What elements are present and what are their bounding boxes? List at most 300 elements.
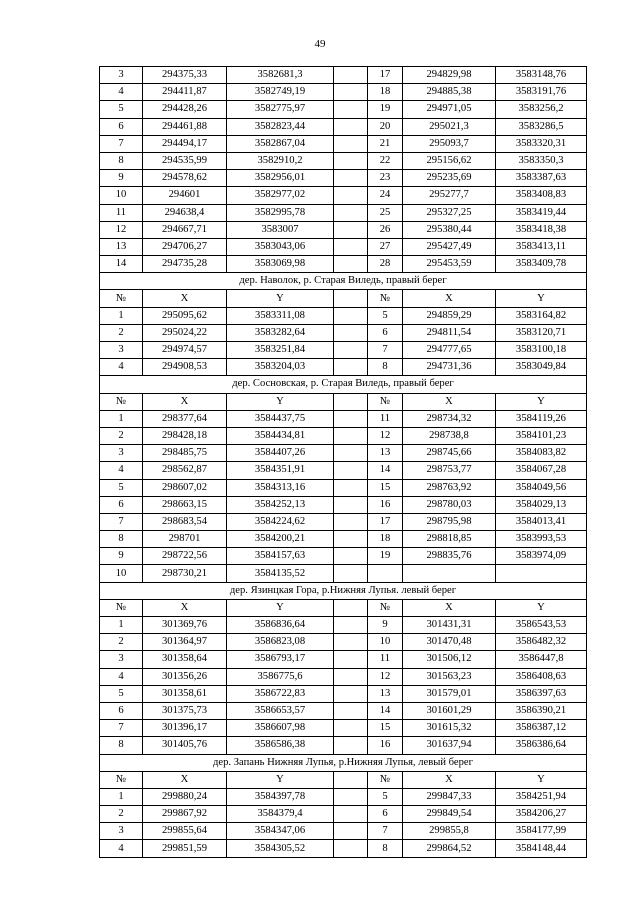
table-cell: 298745,66 <box>403 445 496 462</box>
table-row <box>100 531 587 548</box>
table-cell: 3586408,63 <box>496 668 587 685</box>
table-cell: 3584224,62 <box>227 513 334 530</box>
table-cell: 5 <box>368 307 403 324</box>
table-row <box>100 324 587 341</box>
table-cell <box>334 685 368 702</box>
table-row <box>100 67 587 84</box>
table-cell: 10 <box>100 565 143 582</box>
table-cell: 13 <box>368 685 403 702</box>
table-cell: 14 <box>368 702 403 719</box>
table-cell: 25 <box>368 204 403 221</box>
table-row <box>100 479 587 496</box>
table-cell: 4 <box>100 668 143 685</box>
table-row <box>100 702 587 719</box>
table-cell: 294735,28 <box>143 256 227 273</box>
table-cell: 1 <box>100 617 143 634</box>
table-row <box>100 342 587 359</box>
table-cell: 295024,22 <box>143 324 227 341</box>
table-cell: 16 <box>368 496 403 513</box>
table-row <box>100 187 587 204</box>
table-cell: 6 <box>368 324 403 341</box>
table-cell: 3586653,57 <box>227 702 334 719</box>
table-row <box>100 221 587 238</box>
table-cell <box>334 599 368 616</box>
table-cell: 301375,73 <box>143 702 227 719</box>
table-cell: 298701 <box>143 531 227 548</box>
table-cell <box>334 496 368 513</box>
table-cell: 301637,94 <box>403 737 496 754</box>
table-cell: 3583251,84 <box>227 342 334 359</box>
table-cell: 5 <box>100 685 143 702</box>
table-cell <box>334 531 368 548</box>
table-cell: № <box>368 599 403 616</box>
table-cell: 3584177,99 <box>496 823 587 840</box>
table-cell: Y <box>496 771 587 788</box>
table-cell: Y <box>227 771 334 788</box>
section-title: дер. Запань Нижняя Лупья, р.Нижняя Лупья, левый берег <box>100 754 587 771</box>
table-row <box>100 548 587 565</box>
table-cell <box>334 238 368 255</box>
table-cell: 3584313,16 <box>227 479 334 496</box>
table-cell: 4 <box>100 840 143 857</box>
page-number: 49 <box>314 38 326 50</box>
table-cell: 9 <box>100 170 143 187</box>
table-cell: 3582749,19 <box>227 84 334 101</box>
table-cell: 3 <box>100 651 143 668</box>
table-cell: 3586823,08 <box>227 634 334 651</box>
table-cell: 301579,01 <box>403 685 496 702</box>
table-cell: 3 <box>100 445 143 462</box>
table-cell: 11 <box>368 651 403 668</box>
table-cell: 299867,92 <box>143 806 227 823</box>
table-cell: 13 <box>368 445 403 462</box>
coordinates-table <box>99 66 587 858</box>
table-cell: 3586387,12 <box>496 720 587 737</box>
table-cell: 295235,69 <box>403 170 496 187</box>
table-cell: 299849,54 <box>403 806 496 823</box>
table-cell: 17 <box>368 513 403 530</box>
table-cell: 294908,53 <box>143 359 227 376</box>
table-cell: 294601 <box>143 187 227 204</box>
table-cell <box>334 840 368 857</box>
table-header-row <box>100 393 587 410</box>
table-cell: 3586390,21 <box>496 702 587 719</box>
table-cell: 299880,24 <box>143 788 227 805</box>
table-cell: 3583993,53 <box>496 531 587 548</box>
table-row <box>100 118 587 135</box>
table-cell: 15 <box>368 479 403 496</box>
table-row <box>100 806 587 823</box>
table-cell: 295453,59 <box>403 256 496 273</box>
table-cell: 299851,59 <box>143 840 227 857</box>
table-cell: № <box>100 599 143 616</box>
table-cell: 3584252,13 <box>227 496 334 513</box>
table-cell: X <box>403 599 496 616</box>
table-cell: 6 <box>100 702 143 719</box>
table-cell: 3583282,64 <box>227 324 334 341</box>
table-cell: 301506,12 <box>403 651 496 668</box>
table-cell: X <box>403 290 496 307</box>
table-header-row <box>100 771 587 788</box>
table-cell: 7 <box>368 823 403 840</box>
table-cell: 7 <box>100 135 143 152</box>
table-cell: 3583069,98 <box>227 256 334 273</box>
table-cell: 298562,87 <box>143 462 227 479</box>
table-cell: 294829,98 <box>403 67 496 84</box>
table-cell: 298753,77 <box>403 462 496 479</box>
table-cell: 15 <box>368 720 403 737</box>
table-cell <box>334 720 368 737</box>
table-cell: 2 <box>100 806 143 823</box>
table-cell: 13 <box>100 238 143 255</box>
table-cell: 9 <box>100 548 143 565</box>
table-cell: 294428,26 <box>143 101 227 118</box>
table-cell: 3583286,5 <box>496 118 587 135</box>
table-cell <box>334 513 368 530</box>
table-cell <box>334 668 368 685</box>
table-cell: 4 <box>100 84 143 101</box>
table-cell: 295427,49 <box>403 238 496 255</box>
table-cell: 3586722,83 <box>227 685 334 702</box>
table-cell: 299855,64 <box>143 823 227 840</box>
table-cell: 19 <box>368 548 403 565</box>
table-cell: 3583148,76 <box>496 67 587 84</box>
section-title-row <box>100 754 587 771</box>
table-cell <box>334 427 368 444</box>
table-cell: 298795,98 <box>403 513 496 530</box>
table-cell <box>334 788 368 805</box>
table-cell: 3584157,63 <box>227 548 334 565</box>
table-cell: 3 <box>100 823 143 840</box>
table-cell: 22 <box>368 152 403 169</box>
table-cell: 3582977,02 <box>227 187 334 204</box>
table-cell: 295156,62 <box>403 152 496 169</box>
table-cell: 21 <box>368 135 403 152</box>
table-cell: 301563,23 <box>403 668 496 685</box>
table-cell: 3584397,78 <box>227 788 334 805</box>
table-cell: 3584148,44 <box>496 840 587 857</box>
table-cell: 3584013,41 <box>496 513 587 530</box>
section-title-row <box>100 273 587 290</box>
table-cell: 3586775,6 <box>227 668 334 685</box>
table-cell: 3586607,98 <box>227 720 334 737</box>
table-cell: 3583408,83 <box>496 187 587 204</box>
table-cell <box>334 170 368 187</box>
table-cell <box>334 67 368 84</box>
table-cell: 298730,21 <box>143 565 227 582</box>
table-cell: 20 <box>368 118 403 135</box>
table-cell: 294885,38 <box>403 84 496 101</box>
table-cell: 298818,85 <box>403 531 496 548</box>
section-title: дер. Сосновская, р. Старая Виледь, правый берег <box>100 376 587 393</box>
table-cell <box>334 410 368 427</box>
table-cell: 8 <box>100 737 143 754</box>
table-cell: 301358,64 <box>143 651 227 668</box>
table-cell: 6 <box>368 806 403 823</box>
table-cell: 295095,62 <box>143 307 227 324</box>
table-cell: № <box>368 393 403 410</box>
table-cell: Y <box>496 290 587 307</box>
table-cell: 3582956,01 <box>227 170 334 187</box>
table-cell: 3582995,78 <box>227 204 334 221</box>
table-cell: 3586543,53 <box>496 617 587 634</box>
table-cell: 3584407,26 <box>227 445 334 462</box>
table-cell: 27 <box>368 238 403 255</box>
table-row <box>100 634 587 651</box>
table-row <box>100 307 587 324</box>
table-row <box>100 445 587 462</box>
table-cell: 3586836,64 <box>227 617 334 634</box>
table-cell: 301358,61 <box>143 685 227 702</box>
table-cell: 301431,31 <box>403 617 496 634</box>
table-cell: Y <box>496 393 587 410</box>
table-cell <box>496 565 587 582</box>
table-row <box>100 496 587 513</box>
table-cell: 295093,7 <box>403 135 496 152</box>
table-cell: 301470,48 <box>403 634 496 651</box>
table-cell: 3582775,97 <box>227 101 334 118</box>
table-row <box>100 840 587 857</box>
table-cell: 298683,54 <box>143 513 227 530</box>
table-cell: 3583387,63 <box>496 170 587 187</box>
table-cell: 3582867,04 <box>227 135 334 152</box>
table-cell <box>334 393 368 410</box>
table-cell: 11 <box>368 410 403 427</box>
table-cell <box>334 221 368 238</box>
table-cell: 294667,71 <box>143 221 227 238</box>
table-cell: X <box>143 393 227 410</box>
table-cell: 3 <box>100 67 143 84</box>
table-cell: 12 <box>368 427 403 444</box>
table-cell: 5 <box>100 101 143 118</box>
table-cell: 3584135,52 <box>227 565 334 582</box>
table-header-row <box>100 290 587 307</box>
table-cell: Y <box>227 290 334 307</box>
table-cell: 3 <box>100 342 143 359</box>
table-cell: 1 <box>100 307 143 324</box>
table-cell: 298663,15 <box>143 496 227 513</box>
table-cell: 24 <box>368 187 403 204</box>
table-cell: 3586386,64 <box>496 737 587 754</box>
table-cell <box>334 617 368 634</box>
table-cell <box>334 342 368 359</box>
table-cell: 3584251,94 <box>496 788 587 805</box>
table-cell <box>334 823 368 840</box>
table-cell: 3584067,28 <box>496 462 587 479</box>
table-cell: 3583418,38 <box>496 221 587 238</box>
table-cell: 3584351,91 <box>227 462 334 479</box>
table-cell: 3586793,17 <box>227 651 334 668</box>
table-row <box>100 737 587 754</box>
table-cell: 11 <box>100 204 143 221</box>
table-cell: 298607,02 <box>143 479 227 496</box>
table-cell: 301369,76 <box>143 617 227 634</box>
table-cell: 3583409,78 <box>496 256 587 273</box>
table-cell: 298780,03 <box>403 496 496 513</box>
table-cell: 3584029,13 <box>496 496 587 513</box>
table-row <box>100 651 587 668</box>
table-cell: 3583120,71 <box>496 324 587 341</box>
table-cell: 298485,75 <box>143 445 227 462</box>
table-cell <box>334 204 368 221</box>
table-cell <box>334 359 368 376</box>
table-cell <box>334 548 368 565</box>
section-title-row <box>100 582 587 599</box>
table-cell: 294974,57 <box>143 342 227 359</box>
table-cell: 298428,18 <box>143 427 227 444</box>
table-cell: 298835,76 <box>403 548 496 565</box>
table-cell: X <box>403 393 496 410</box>
table-row <box>100 101 587 118</box>
table-cell: X <box>403 771 496 788</box>
table-cell: 6 <box>100 496 143 513</box>
table-cell: 4 <box>100 462 143 479</box>
table-cell: 3584206,27 <box>496 806 587 823</box>
table-cell: 3582681,3 <box>227 67 334 84</box>
table-cell: 8 <box>368 840 403 857</box>
table-cell: 28 <box>368 256 403 273</box>
table-cell: X <box>143 771 227 788</box>
table-cell <box>334 806 368 823</box>
table-cell: 3583191,76 <box>496 84 587 101</box>
table-cell <box>334 771 368 788</box>
table-cell: 294859,29 <box>403 307 496 324</box>
table-row <box>100 427 587 444</box>
table-cell: 3586482,32 <box>496 634 587 651</box>
table-cell <box>334 118 368 135</box>
table-cell: 294777,65 <box>403 342 496 359</box>
table-cell: 3584049,56 <box>496 479 587 496</box>
table-cell: 18 <box>368 531 403 548</box>
table-cell: 3586447,8 <box>496 651 587 668</box>
table-cell <box>334 651 368 668</box>
table-row <box>100 788 587 805</box>
table-cell: № <box>368 771 403 788</box>
table-cell: 2 <box>100 324 143 341</box>
table-row <box>100 84 587 101</box>
table-cell <box>334 565 368 582</box>
table-cell: 3584434,81 <box>227 427 334 444</box>
table-cell: 298734,32 <box>403 410 496 427</box>
table-header-row <box>100 599 587 616</box>
table-cell: 3583311,08 <box>227 307 334 324</box>
table-cell <box>334 84 368 101</box>
table-cell: 9 <box>368 617 403 634</box>
table-cell <box>334 702 368 719</box>
table-cell: 3583164,82 <box>496 307 587 324</box>
table-cell: 298377,64 <box>143 410 227 427</box>
table-row <box>100 135 587 152</box>
table-cell: 5 <box>368 788 403 805</box>
table-cell: 294706,27 <box>143 238 227 255</box>
table-cell: 8 <box>100 152 143 169</box>
table-cell: 301615,32 <box>403 720 496 737</box>
table-cell: 301356,26 <box>143 668 227 685</box>
table-cell: 14 <box>368 462 403 479</box>
table-cell: 3583419,44 <box>496 204 587 221</box>
table-cell: 3584200,21 <box>227 531 334 548</box>
table-cell <box>334 152 368 169</box>
table-cell: 3586397,63 <box>496 685 587 702</box>
table-cell: 17 <box>368 67 403 84</box>
table-cell: 3583100,18 <box>496 342 587 359</box>
table-cell: 16 <box>368 737 403 754</box>
table-cell: 1 <box>100 410 143 427</box>
table-cell: 299855,8 <box>403 823 496 840</box>
table-cell: 3584379,4 <box>227 806 334 823</box>
table-cell: 294461,88 <box>143 118 227 135</box>
table-cell: 3583049,84 <box>496 359 587 376</box>
section-title: дер. Наволок, р. Старая Виледь, правый берег <box>100 273 587 290</box>
table-cell: Y <box>496 599 587 616</box>
table-cell: 10 <box>100 187 143 204</box>
table-cell: 3584347,06 <box>227 823 334 840</box>
table-row <box>100 238 587 255</box>
table-cell: 10 <box>368 634 403 651</box>
table-cell: № <box>100 290 143 307</box>
table-cell: 294535,99 <box>143 152 227 169</box>
table-cell: 3586586,38 <box>227 737 334 754</box>
table-cell <box>334 256 368 273</box>
table-cell <box>334 462 368 479</box>
table-cell: 294494,17 <box>143 135 227 152</box>
table-cell <box>334 307 368 324</box>
table-row <box>100 823 587 840</box>
table-row <box>100 565 587 582</box>
table-cell <box>334 737 368 754</box>
table-cell: 298763,92 <box>403 479 496 496</box>
table-cell: 298738,8 <box>403 427 496 444</box>
table-cell: 7 <box>100 720 143 737</box>
table-cell: 3583043,06 <box>227 238 334 255</box>
table-cell: 3584305,52 <box>227 840 334 857</box>
table-cell: 3584101,23 <box>496 427 587 444</box>
table-cell: 2 <box>100 427 143 444</box>
table-cell <box>334 101 368 118</box>
table-row <box>100 720 587 737</box>
table-cell: 3583974,09 <box>496 548 587 565</box>
table-row <box>100 617 587 634</box>
table-row <box>100 359 587 376</box>
table-cell: 3583413,11 <box>496 238 587 255</box>
table-cell: 3583007 <box>227 221 334 238</box>
table-row <box>100 152 587 169</box>
table-cell: № <box>100 393 143 410</box>
table-cell: 3582910,2 <box>227 152 334 169</box>
table-cell: 3583256,2 <box>496 101 587 118</box>
table-cell: 12 <box>368 668 403 685</box>
table-cell: 299847,33 <box>403 788 496 805</box>
table-cell: Y <box>227 599 334 616</box>
table-cell: 298722,56 <box>143 548 227 565</box>
table-row <box>100 685 587 702</box>
table-cell: 7 <box>368 342 403 359</box>
table-cell: 5 <box>100 479 143 496</box>
table-cell <box>334 445 368 462</box>
table-cell: 8 <box>100 531 143 548</box>
table-cell: 301396,17 <box>143 720 227 737</box>
table-cell: 294811,54 <box>403 324 496 341</box>
table-cell <box>334 135 368 152</box>
table-cell <box>403 565 496 582</box>
table-cell <box>334 187 368 204</box>
table-cell: 3584083,82 <box>496 445 587 462</box>
table-cell: 294731,36 <box>403 359 496 376</box>
table-cell: Y <box>227 393 334 410</box>
table-cell: 18 <box>368 84 403 101</box>
table-cell: 301405,76 <box>143 737 227 754</box>
table-cell: 294971,05 <box>403 101 496 118</box>
